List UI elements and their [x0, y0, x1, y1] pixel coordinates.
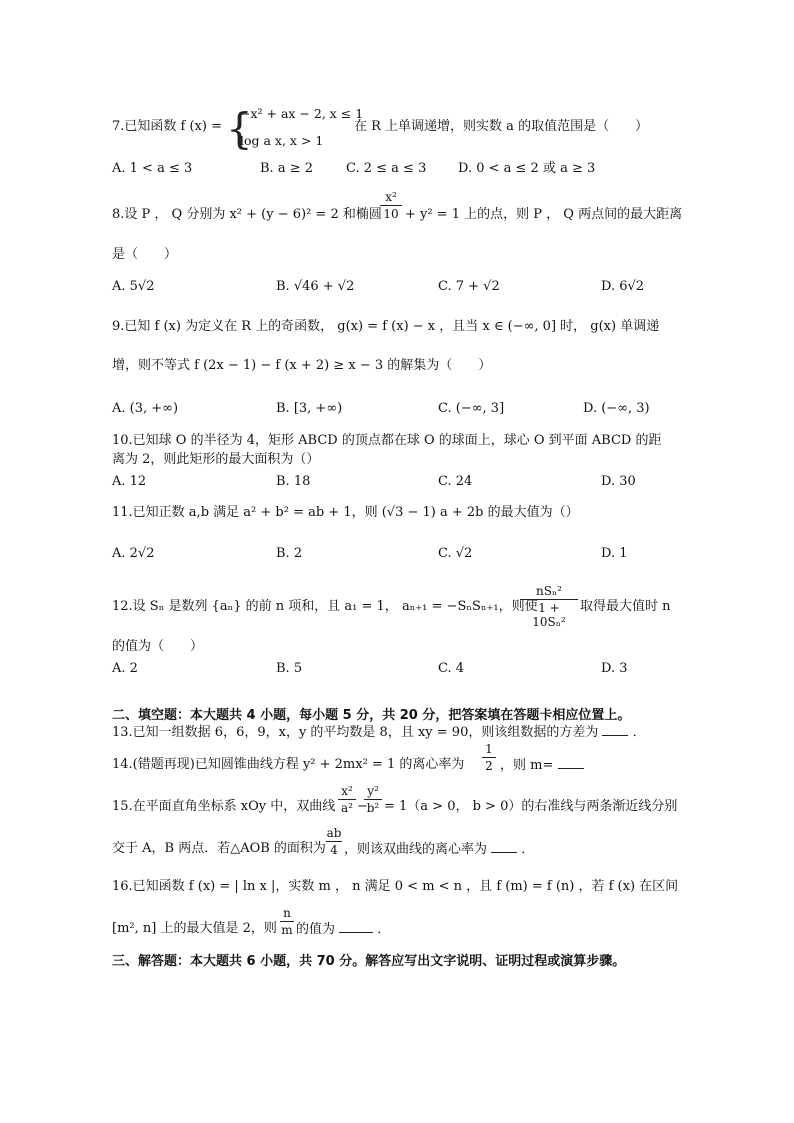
- q15-answer-blank[interactable]: [491, 840, 517, 853]
- q7-prefix: 7.已知函数 f (x) =: [112, 119, 222, 134]
- q10-option-d[interactable]: D. 30: [601, 474, 636, 489]
- fraction-bar: [280, 921, 294, 922]
- q14-part2: ，则 m=: [500, 758, 554, 773]
- q10-option-a[interactable]: A. 12: [112, 474, 147, 489]
- q9-option-a[interactable]: A. (3, +∞): [112, 401, 179, 416]
- q7-option-d[interactable]: D. 0 < a ≤ 2 或 a ≥ 3: [458, 161, 596, 176]
- q8-fraction: [380, 190, 402, 221]
- q10-line1: 10.已知球 O 的半径为 4，矩形 ABCD 的顶点都在球 O 的球面上，球心 O 到平面 ABCD 的距: [112, 433, 662, 448]
- q12-fraction: [520, 584, 578, 629]
- q11-option-a[interactable]: A. 2√2: [112, 546, 155, 561]
- q14-answer-blank[interactable]: [558, 756, 584, 769]
- q15-frac2-num: y²: [367, 784, 379, 798]
- section-3-heading: 三、解答题：本大题共 6 小题，共 70 分。解答应写出文字说明、证明过程或演算步骤。: [112, 954, 626, 969]
- q16-answer-blank[interactable]: [339, 920, 373, 933]
- q12-frac-num: nSₙ²: [536, 584, 562, 598]
- q8-option-c[interactable]: C. 7 + √2: [438, 279, 500, 294]
- q8-option-b[interactable]: B. √46 + √2: [276, 279, 355, 294]
- q15-part1: 15.在平面直角坐标系 xOy 中，双曲线: [112, 799, 336, 814]
- q12-line2: 的值为（ ）: [112, 639, 204, 654]
- q11-option-b[interactable]: B. 2: [276, 546, 303, 561]
- q7-case-2: log a x, x > 1: [240, 133, 324, 148]
- q12-option-c[interactable]: C. 4: [438, 661, 465, 676]
- q15-fraction-2: [364, 784, 382, 815]
- q8-option-d[interactable]: D. 6√2: [601, 279, 645, 294]
- q8-line2: 是（ ）: [112, 247, 178, 262]
- q15-frac3-num: ab: [326, 826, 342, 840]
- q16-line2b-wrap: [296, 920, 390, 939]
- q7-suffix: 在 R 上单调递增，则实数 a 的取值范围是（ ）: [354, 119, 649, 134]
- q10-line2: 离为 2，则此矩形的最大面积为（）: [112, 452, 320, 467]
- q12-option-d[interactable]: D. 3: [601, 661, 628, 676]
- q15-frac2-den: b²: [366, 801, 380, 815]
- q8-part1: 8.设 P ， Q 分别为 x² + (y − 6)² = 2 和椭圆: [112, 207, 382, 222]
- fraction-bar: [326, 841, 342, 842]
- q12-part1: 12.设 Sₙ 是数列 {aₙ} 的前 n 项和，且 a₁ = 1， aₙ₊₁ = −SₙSₙ₊₁，则使: [112, 599, 538, 614]
- q14-frac-num: 1: [485, 742, 493, 756]
- q16-end: ．: [377, 922, 391, 937]
- q15-minus: −: [357, 799, 368, 814]
- q12-option-b[interactable]: B. 5: [276, 661, 303, 676]
- q16-line1: 16.已知函数 f (x) = | ln x |，实数 m ， n 满足 0 < m < n ，且 f (m) = f (n) ，若 f (x) 在区间: [112, 879, 679, 894]
- q16-frac-num: n: [283, 906, 291, 920]
- piecewise-brace: {: [226, 104, 253, 153]
- q9-line2: 增，则不等式 f (2x − 1) − f (x + 2) ≥ x − 3 的解集为（ ）: [112, 358, 492, 373]
- q16-line2a: [m², n] 上的最大值是 2，则: [112, 921, 277, 936]
- q15-line2a: 交于 A，B 两点．若△AOB 的面积为: [112, 841, 326, 856]
- fraction-bar: [520, 599, 578, 600]
- fraction-bar: [482, 757, 496, 758]
- q11-option-d[interactable]: D. 1: [601, 546, 628, 561]
- q15-frac1-num: x²: [341, 784, 353, 798]
- q11-line1: 11.已知正数 a,b 满足 a² + b² = ab + 1，则 (√3 − 1) a + 2b 的最大值为（）: [112, 505, 579, 520]
- q16-line2b: 的值为: [296, 922, 336, 937]
- fraction-bar: [380, 205, 402, 206]
- q13-text: 13.已知一组数据 6，6，9，x，y 的平均数是 8，且 xy = 90，则该组数据的方差为: [112, 725, 599, 740]
- q15-frac3-den: 4: [330, 843, 338, 857]
- q9-line1: 9.已知 f (x) 为定义在 R 上的奇函数， g(x) = f (x) − x ，且当 x ∈ (−∞, 0] 时， g(x) 单调递: [112, 319, 660, 334]
- q14-fraction: [482, 742, 496, 773]
- q14-part2-wrap: [500, 756, 584, 775]
- q9-option-b[interactable]: B. [3, +∞): [276, 401, 343, 416]
- q13-end: ．: [632, 725, 646, 740]
- q9-option-d[interactable]: D. (−∞, 3): [583, 401, 650, 416]
- q12-option-a[interactable]: A. 2: [112, 661, 138, 676]
- section-2-heading: 二、填空题：本大题共 4 小题，每小题 5 分，共 20 分，把答案填在答题卡相应位置上。: [112, 708, 631, 723]
- q13-line: [112, 723, 646, 742]
- q8-frac-num: x²: [385, 190, 397, 204]
- q15-fraction-3: [326, 826, 342, 857]
- q15-line2b-wrap: [344, 840, 534, 859]
- q7-option-a[interactable]: A. 1 < a ≤ 3: [112, 161, 193, 176]
- q15-frac1-den: a²: [341, 801, 353, 815]
- q11-option-c[interactable]: C. √2: [438, 546, 473, 561]
- q16-frac-den: m: [281, 923, 293, 937]
- q14-part1: 14.(错题再现)已知圆锥曲线方程 y² + 2mx² = 1 的离心率为: [112, 757, 465, 772]
- q7-stem: [112, 118, 222, 136]
- q10-option-b[interactable]: B. 18: [276, 474, 311, 489]
- q8-option-a[interactable]: A. 5√2: [112, 279, 155, 294]
- q10-option-c[interactable]: C. 24: [438, 474, 473, 489]
- q7-case-1: −x² + ax − 2, x ≤ 1: [240, 106, 364, 121]
- q15-end: ．: [521, 842, 535, 857]
- q7-option-b[interactable]: B. a ≥ 2: [260, 161, 313, 176]
- q7-option-c[interactable]: C. 2 ≤ a ≤ 3: [346, 161, 427, 176]
- fraction-bar: [338, 799, 356, 800]
- q8-frac-den: 10: [383, 207, 399, 221]
- q15-fraction-1: [338, 784, 356, 815]
- fraction-bar: [364, 799, 382, 800]
- q16-fraction: [280, 906, 294, 937]
- q13-answer-blank[interactable]: [602, 723, 628, 736]
- q12-frac-den: 1 + 10Sₙ²: [532, 601, 566, 629]
- q9-option-c[interactable]: C. (−∞, 3]: [438, 401, 505, 416]
- q15-part2: = 1（a > 0， b > 0）的右准线与两条渐近线分别: [384, 799, 678, 814]
- q14-frac-den: 2: [485, 759, 493, 773]
- q8-part2: + y² = 1 上的点，则 P ， Q 两点间的最大距离: [405, 207, 683, 222]
- q12-part2: 取得最大值时 n: [580, 599, 671, 614]
- q15-line2b: ，则该双曲线的离心率为: [344, 842, 488, 857]
